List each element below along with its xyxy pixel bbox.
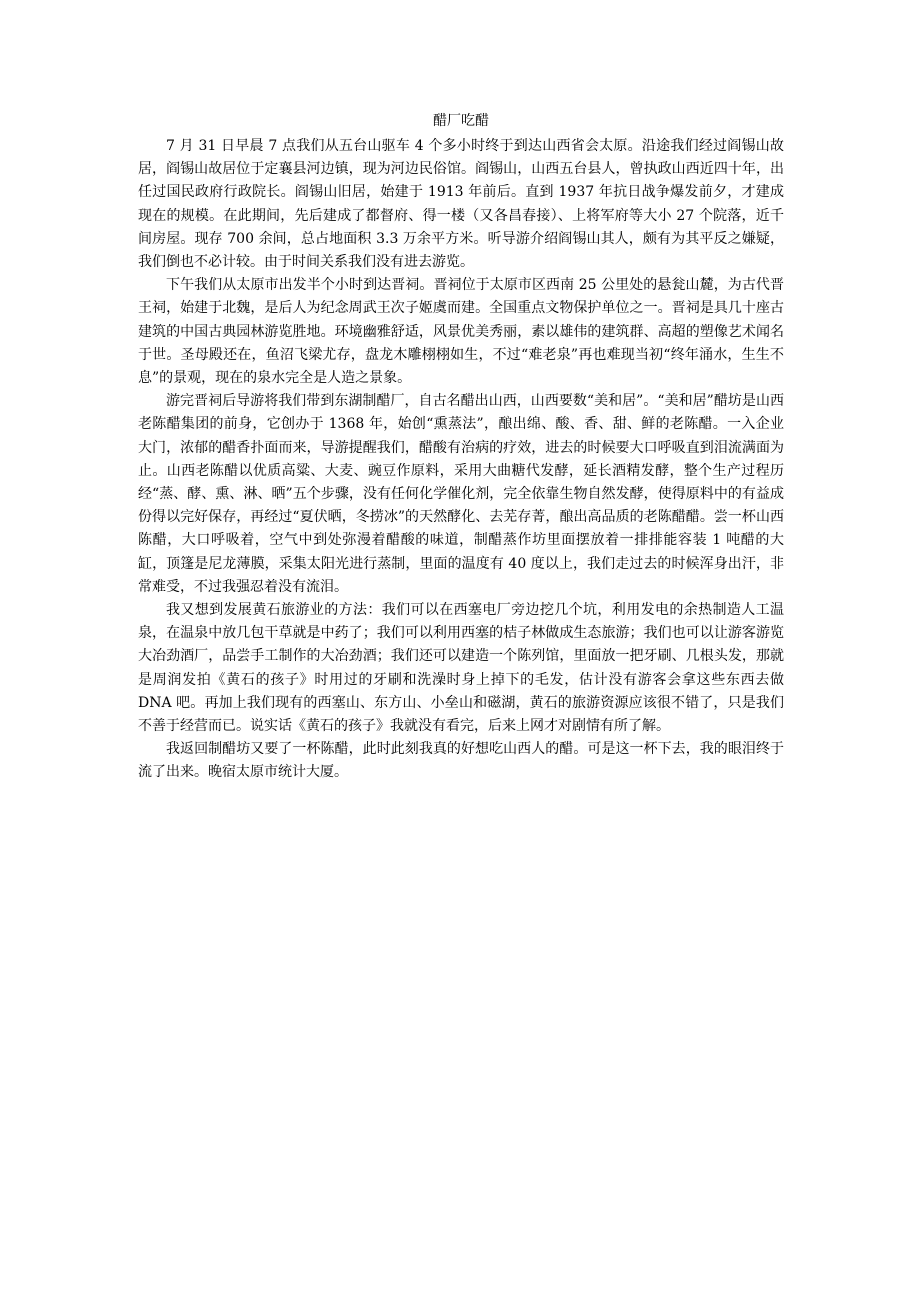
paragraph-2: 下午我们从太原市出发半个小时到达晋祠。晋祠位于太原市区西南 25 公里处的悬瓮山麓，为古代晋王祠，始建于北魏，是后人为纪念周武王次子姬虞而建。全国重点文物保护单位之一。晋祠是具几十座古建筑的中国古典园林游览胜地。环境幽雅舒适，风景优美秀丽，素以雄伟的建筑群、高超的塑像艺术闻名于世。圣母殿还在，鱼沼飞梁尤存，盘龙木雕栩栩如生，不过“难老泉”再也难现当初“终年涌水，生生不息”的景观，现在的泉水完全是人造之景象。 <box>138 277 784 387</box>
paragraph-5: 我返回制醋坊又要了一杯陈醋，此时此刻我真的好想吃山西人的醋。可是这一杯下去，我的眼泪终于流了出来。晚宿太原市统计大厦。 <box>138 741 784 781</box>
paragraph-3: 游完晋祠后导游将我们带到东湖制醋厂，自古名醋出山西，山西要数“美和居”。“美和居”醋坊是山西老陈醋集团的前身，它创办于 1368 年，始创“熏蒸法”，酿出绵、酸、香、甜、鲜的老陈醋。一入企业大门，浓郁的醋香扑面而来，导游提醒我们，醋酸有治病的疗效，进去的时候要大口呼吸直到泪流满面为止。山西老陈醋以优质高粱、大麦、豌豆作原料，采用大曲糖代发酵，延长酒精发酵，整个生产过程历经“蒸、酵、熏、淋、晒”五个步骤，没有任何化学催化剂，完全依靠生物自然发酵，使得原料中的有益成份得以完好保存，再经过“夏伏晒，冬捞冰”的天然酵化、去芜存菁，酿出高品质的老陈醋醋。尝一杯山西陈醋，大口呼吸着，空气中到处弥漫着醋酸的味道，制醋蒸作坊里面摆放着一排排能容装 1 吨醋的大缸，顶篷是尼龙薄膜，采集太阳光进行蒸制，里面的温度有 40 度以上，我们走过去的时候浑身出汗，非常难受，不过我强忍着没有流泪。 <box>138 393 784 595</box>
document-page <box>138 110 784 785</box>
document-title: 醋厂吃醋 <box>433 113 489 129</box>
paragraph-1: 7 月 31 日早晨 7 点我们从五台山驱车 4 个多小时终于到达山西省会太原。沿途我们经过阎锡山故居，阎锡山故居位于定襄县河边镇，现为河边民俗馆。阎锡山，山西五台县人，曾执政山西近四十年，出任过国民政府行政院长。阎锡山旧居，始建于 1913 年前后。直到 1937 年抗日战争爆发前夕，才建成现在的规模。在此期间，先后建成了都督府、得一楼（又各昌春接）、上将军府等大小 27 个院落，近千间房屋。现存 700 余间，总占地面积 3.3 万余平方米。听导游介绍阎锡山其人，颇有为其平反之嫌疑，我们倒也不必计较。由于时间关系我们没有进去游览。 <box>138 138 784 271</box>
paragraph-4: 我又想到发展黄石旅游业的方法：我们可以在西塞电厂旁边挖几个坑，利用发电的余热制造人工温泉，在温泉中放几包干草就是中药了；我们可以利用西塞的桔子林做成生态旅游；我们也可以让游客游览大冶劲酒厂，品尝手工制作的大冶劲酒；我们还可以建造一个陈列馆，里面放一把牙刷、几根头发，那就是周润发拍《黄石的孩子》时用过的牙刷和洗澡时身上掉下的毛发，估计没有游客会拿这些东西去做 DNA 吧。再加上我们现有的西塞山、东方山、小垒山和磁湖，黄石的旅游资源应该很不错了，只是我们不善于经营而已。说实话《黄石的孩子》我就没有看完，后来上网才对剧情有所了解。 <box>138 602 784 735</box>
